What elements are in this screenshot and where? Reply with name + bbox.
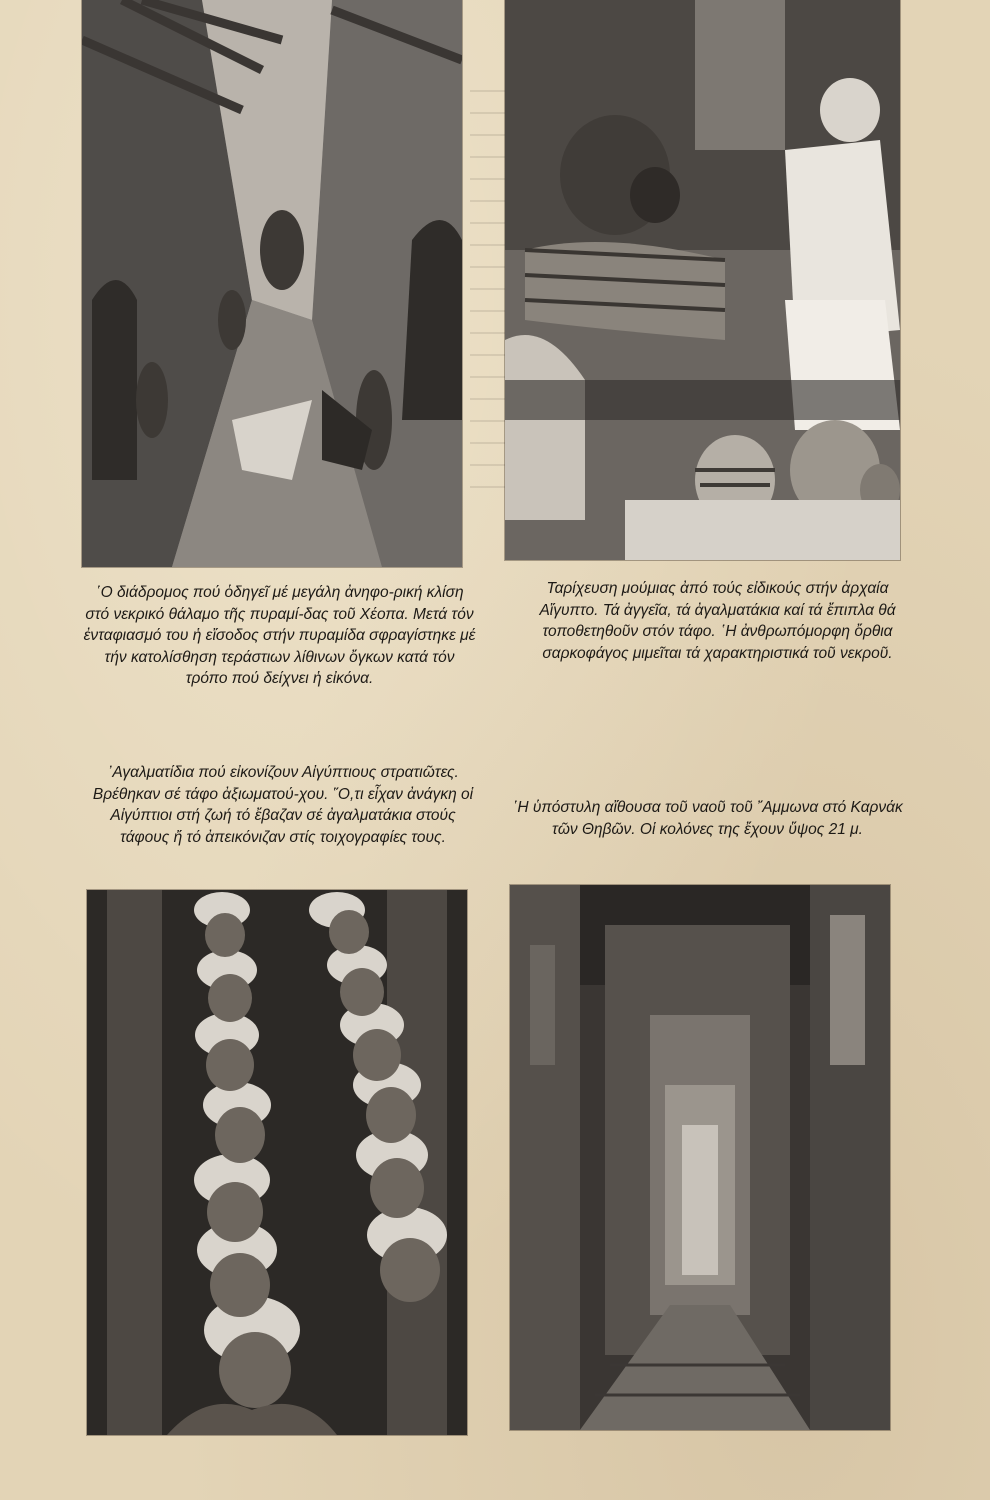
mummification-illustration [505, 0, 900, 560]
bleed-through-texture [470, 90, 510, 490]
pyramid-corridor-illustration [82, 0, 462, 567]
caption-karnak-hall: ῾Η ὑπόστυλη αἴθουσα τοῦ ναοῦ τοῦ ῎Αμμωνα στό Καρνάκ τῶν Θηβῶν. Οἱ κολόνες της ἔχουν ὕψος 21 μ. [512, 799, 903, 838]
caption-soldier-figurines: ᾿Αγαλματίδια πού εἰκονίζουν Αἰγύπτιους στρατιῶτες. Βρέθηκαν σέ τάφο ἀξιωματού-χου. ῞Ο,τι εἶχαν ἀνάγκη οἱ Αἰγύπτιοι στή ζωή τό ἔβαζαν σέ ἀγαλματάκια στούς τάφους ἤ τό ἀπεικόνιζαν στίς τοιχογραφίες τους. [92, 764, 474, 846]
photo-karnak-hall [510, 885, 890, 1430]
karnak-hall-illustration [510, 885, 890, 1430]
photo-mummification [505, 0, 900, 560]
caption-mummification: Ταρίχευση μούμιας ἀπό τούς εἰδικούς στήν ἀρχαία Αἴγυπτο. Τά ἀγγεῖα, τά ἀγαλματάκια καί τά ἔπιπλα θά τοποθετηθοῦν στόν τάφο. ῾Η ἀνθρωπόμορφη ὄρθια σαρκοφάγος μιμεῖται τά χαρακτηριστικά τοῦ νεκροῦ. [539, 580, 896, 662]
photo-soldier-figurines [87, 890, 467, 1435]
soldier-figurines-illustration [87, 890, 467, 1435]
photo-pyramid-corridor [82, 0, 462, 567]
caption-pyramid-corridor: ῾Ο διάδρομος πού ὁδηγεῖ μέ μεγάλη ἀνηφο-ρική κλίση στό νεκρικό θάλαμο τῆς πυραμί-δας τοῦ Χέοπα. Μετά τόν ἐνταφιασμό του ἡ εἴσοδος στήν πυραμίδα σφραγίστηκε μέ τήν κατολίσθηση τεράστιων λίθινων ὄγκων κατά τόν τρόπο πού δείχνει ἡ εἰκόνα. [83, 584, 476, 687]
